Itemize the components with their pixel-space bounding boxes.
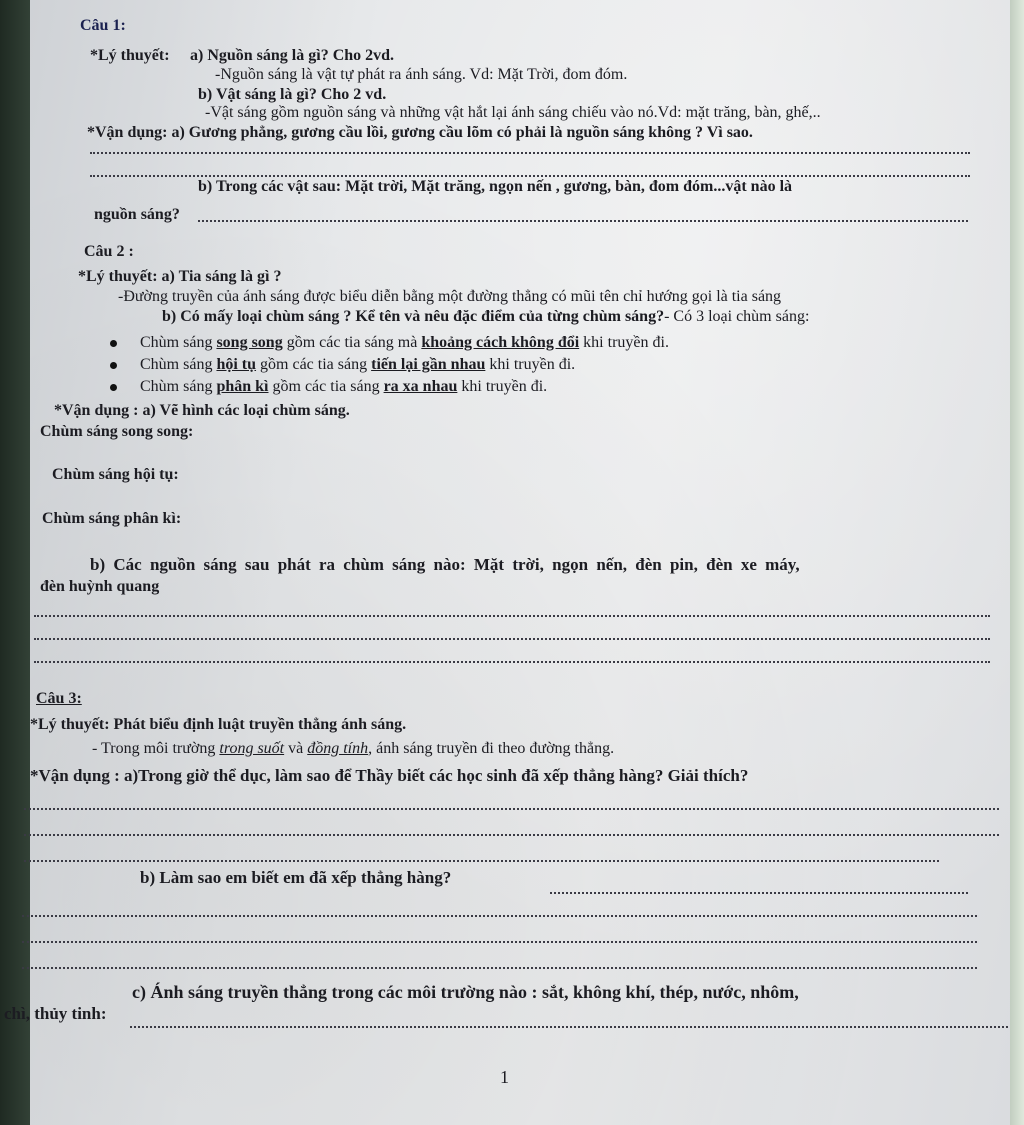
q2-beam-diverge: Chùm sáng phân kì: [42, 510, 182, 527]
q3-theory: *Lý thuyết: Phát biểu định luật truyền thẳng ánh sáng. [30, 716, 407, 733]
q1-apply-b-line1: b) Trong các vật sau: Mặt trời, Mặt trăng, ngọn nến , gương, bàn, đom đóm...vật nào là [198, 178, 793, 195]
answer-line[interactable] [24, 834, 999, 836]
q3-apply-a: *Vận dụng : a)Trong giờ thể dục, làm sao để Thầy biết các học sinh đã xếp thẳng hàng? Giải thích? [30, 766, 749, 785]
answer-line[interactable] [550, 892, 968, 894]
answer-line[interactable] [24, 860, 939, 862]
answer-line[interactable] [34, 661, 990, 663]
answer-line[interactable] [90, 152, 970, 154]
answer-line[interactable] [34, 638, 990, 640]
q1-theory-label: *Lý thuyết: [90, 47, 170, 64]
answer-line[interactable] [130, 1026, 1008, 1028]
q1-apply-b-line2: nguồn sáng? [94, 206, 180, 223]
page-number: 1 [500, 1067, 509, 1087]
answer-line[interactable] [90, 175, 970, 177]
q1-answer-a: -Nguồn sáng là vật tự phát ra ánh sáng. Vd: Mặt Trời, đom đóm. [215, 66, 628, 83]
q1-answer-b: -Vật sáng gồm nguồn sáng và những vật hắt lại ánh sáng chiếu vào nó.Vd: mặt trăng, bàn, ghế,.. [205, 104, 821, 121]
q1-theory-b: b) Vật sáng là gì? Cho 2 vd. [198, 86, 387, 103]
q2-theory-b-row [162, 308, 809, 326]
q2-heading: Câu 2 : [84, 243, 134, 260]
q3-law: - Trong môi trường trong suốt và đồng tính, ánh sáng truyền đi theo đường thẳng. [92, 740, 615, 757]
q3-apply-c-line2: chì, thủy tinh: [4, 1004, 107, 1023]
q3-apply-b: b) Làm sao em biết em đã xếp thẳng hàng? [140, 868, 452, 887]
q2-theory-b: b) Có mấy loại chùm sáng ? Kể tên và nêu đặc điểm của từng chùm sáng? [162, 308, 665, 325]
q1-heading: Câu 1: [80, 17, 126, 34]
q2-bullet-converge: Chùm sáng hội tụ gồm các tia sáng tiến lại gần nhau khi truyền đi. [140, 356, 576, 373]
answer-line[interactable] [22, 941, 977, 943]
q1-theory-a: a) Nguồn sáng là gì? Cho 2vd. [190, 47, 395, 64]
q2-beam-converge: Chùm sáng hội tụ: [52, 466, 179, 483]
bullet-dot [110, 384, 117, 391]
q2-answer-a: -Đường truyền của ánh sáng được biểu diễn bằng một đường thẳng có mũi tên chỉ hướng gọi là tia sáng [118, 288, 782, 305]
q2-answer-b: - Có 3 loại chùm sáng: [664, 308, 810, 325]
answer-line[interactable] [22, 915, 977, 917]
bullet-dot [110, 362, 117, 369]
q3-apply-c-line1: c) Ánh sáng truyền thẳng trong các môi trường nào : sắt, không khí, thép, nước, nhôm, [132, 982, 799, 1002]
q1-apply-a: *Vận dụng: a) Gương phẳng, gương cầu lồi, gương cầu lõm có phải là nguồn sáng không ? Vì sao. [87, 124, 753, 141]
q2-theory-a: *Lý thuyết: a) Tia sáng là gì ? [78, 268, 282, 285]
worksheet-page [4, 0, 1010, 1125]
answer-line[interactable] [24, 808, 999, 810]
answer-line[interactable] [198, 220, 968, 222]
q2-bullet-diverge: Chùm sáng phân kì gồm các tia sáng ra xa nhau khi truyền đi. [140, 378, 548, 395]
q2-beam-parallel: Chùm sáng song song: [40, 423, 194, 440]
answer-line[interactable] [34, 615, 990, 617]
q3-heading: Câu 3: [36, 690, 82, 707]
q2-apply-a: *Vận dụng : a) Vẽ hình các loại chùm sáng. [54, 402, 350, 419]
q2-apply-b-line1: b) Các nguồn sáng sau phát ra chùm sáng nào: Mặt trời, ngọn nến, đèn pin, đèn xe máy, [90, 555, 800, 574]
q2-bullet-parallel: Chùm sáng song song gồm các tia sáng mà khoảng cách không đổi khi truyền đi. [140, 334, 669, 351]
answer-line[interactable] [22, 967, 977, 969]
bullet-dot [110, 340, 117, 347]
q2-apply-b-line2: đèn huỳnh quang [40, 578, 160, 595]
